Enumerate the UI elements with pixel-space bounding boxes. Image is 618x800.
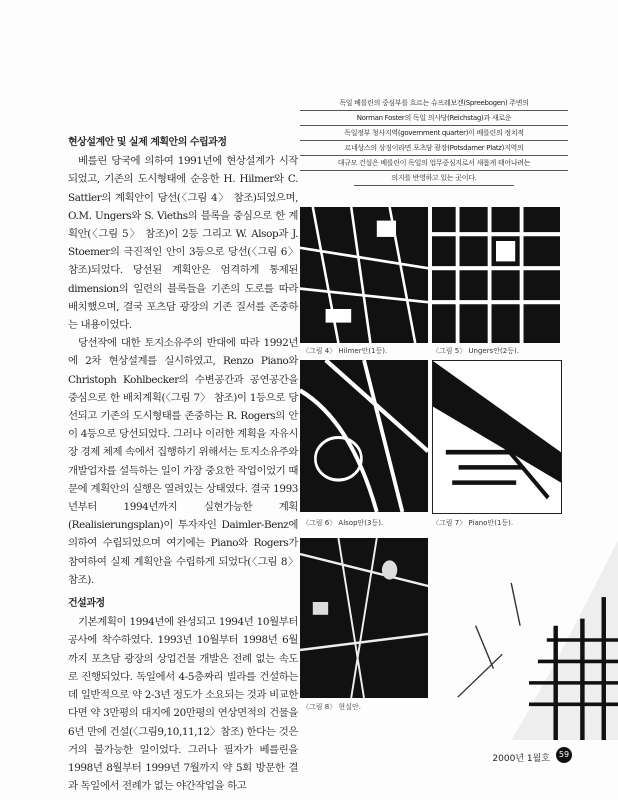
pull-quote-line: 르네상스의 상징이라면 포츠담 광장(Potsdamer Platz)지역의 bbox=[300, 141, 568, 156]
pull-quote-line: 독일정부 청사지역(government quarter)이 베를린의 정치적 bbox=[300, 126, 568, 141]
pull-quote bbox=[300, 96, 568, 186]
section-construction bbox=[68, 589, 298, 795]
figure-6-image bbox=[300, 360, 428, 512]
page-number: 59 bbox=[556, 747, 572, 763]
section-heading: 현상설계안 및 실제 계획안의 수립과정 bbox=[68, 137, 227, 148]
figure-caption: 〈그림 7〉 Piano안(1등). bbox=[432, 519, 514, 527]
paragraph: 기본계획이 1994년에 완성되고 1994년 10월부터 공사에 착수하였다. 1993년 10월부터 1998년 6월까지 포츠담 광장의 상업건물 개발은 전례 없는 속도로 진행되었다. 독일에서 4-5층짜리 빌라를 건설하는데 일반적으로 약 2-3년 정도가 소요되는 것과 비교한다면 약 3만평의 대지에 20만평의 연상면적의 건물을 6년 만에 건설(〈그림9,10,11,12〉참조) 한다는 것은 거의 불가능한 일이었다. 그러나 필자가 베를린을 1998년 8월부터 1999년 7월까지 약 5회 방문한 결과 독일에서 전례가 없는 야간작업을 하고 bbox=[68, 616, 298, 793]
figure-5-image bbox=[432, 207, 560, 343]
pull-quote-line: 독일 베를린의 중심부를 흐르는 슈프레보겐(Spreebogen) 주변의 bbox=[300, 96, 568, 111]
figure-caption: 〈그림 4〉 Hilmer안(1등). bbox=[302, 347, 388, 355]
text-column bbox=[68, 134, 298, 795]
section-heading: 건설과정 bbox=[68, 598, 105, 610]
section-competition bbox=[68, 134, 298, 589]
paragraph: 베를린 당국에 의하여 1991년에 현상설계가 시작되었고, 기존의 도시형태에 순응한 H. Hilmer와 C. Sattler의 계획안이 당선(〈그림 4〉 참조)되었으며, O.M. Ungers와 S. Vieths의 블록을 중심으로 한 계획안(〈그림 5〉 참조)이 2등 그리고 W. Alsop과 J. Stoemer의 극진적인 안이 3등으로 당선(〈그림 6〉 참조)되었다. 당선된 계획안은 엄격하게 통제된 dimension의 일련의 블록들을 기존의 도로를 따라 배치했으며, 결국 포츠담 광장의 기존 질서를 존중하는 내용이었다. bbox=[68, 155, 298, 332]
figure-caption: 〈그림 8〉 현실안. bbox=[302, 703, 361, 711]
figure-4-image bbox=[300, 207, 428, 343]
pull-quote-line: 대규모 건설은 베를린이 독일의 업무중심지로서 새롭게 태어나려는 bbox=[300, 156, 568, 171]
figure-caption: 〈그림 5〉 Ungers안(2등). bbox=[432, 347, 519, 355]
issue-label: 2000년 1월호 bbox=[492, 751, 550, 764]
figure-caption: 〈그림 6〉 Alsop안(3등). bbox=[302, 519, 384, 527]
pull-quote-line: Norman Foster의 독일 의사당(Reichstag)과 새로운 bbox=[300, 111, 568, 126]
paragraph: 당선작에 대한 토지소유주의 반대에 따라 1992년에 2차 현상설계를 실시하였고, Renzo Piano와 Christoph Kohlbecker의 수변공간과 공연공간을 중심으로 한 배치계획(〈그림 7〉 참조)이 1등으로 당선되고 기존의 도시형태를 존중하는 R. Rogers의 안이 4등으로 당선되었다. 그러나 이러한 계획을 자유시장 경제 체제 속에서 집행하기 위해서는 토지소유주와 개발업자를 설득하는 일이 가장 중요한 작업이었기 때문에 계획안의 실행은 열려있는 상태였다. 결국 1993년부터 1994년까지 실현가능한 계획(Realisierungsplan)이 투자자인 Daimler-Benz에 의하여 수립되었으며 여기에는 Piano와 Rogers가 참여하여 실제 계획안을 수립하게 되었다(〈그림 8〉 참조). bbox=[68, 337, 298, 586]
figure-8-image bbox=[300, 538, 428, 698]
site-map-image bbox=[440, 540, 618, 740]
pull-quote-line: 의지를 반영하고 있는 곳이다. bbox=[354, 171, 515, 186]
figure-7-image bbox=[432, 360, 562, 514]
